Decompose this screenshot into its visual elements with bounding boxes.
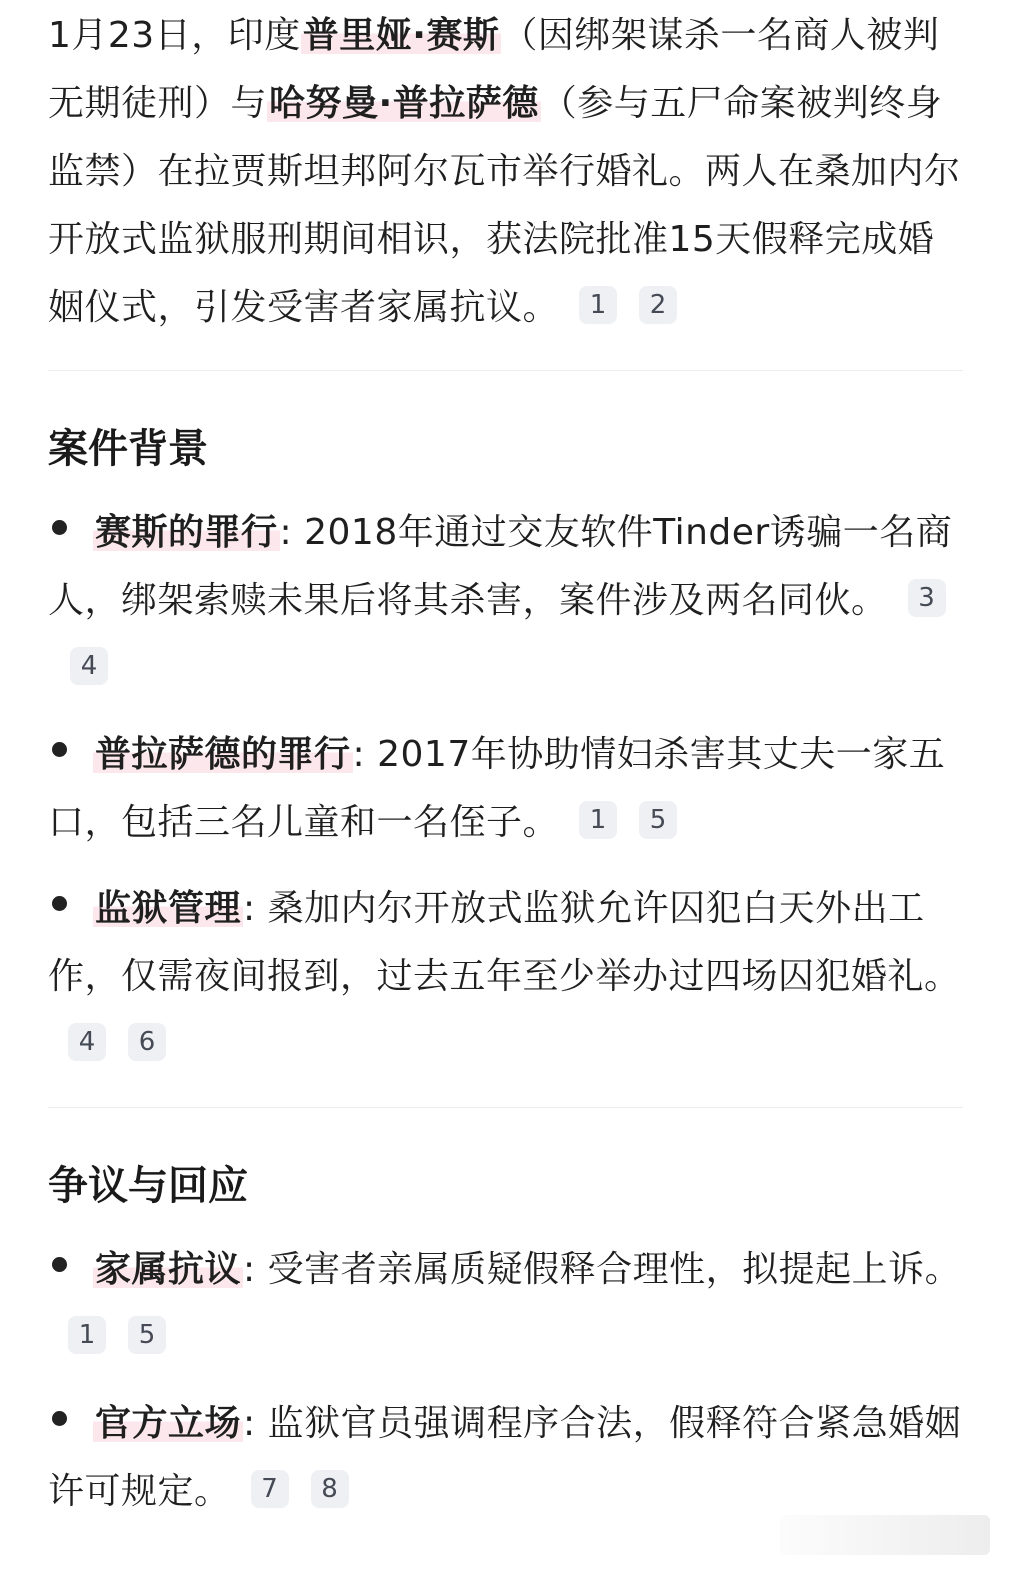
item-colon: : [243,888,256,929]
intro-text-3: （参与五尸命案被判终身监禁）在拉贾斯坦邦阿尔瓦市举行婚礼。两人在桑加内尔开放式监狱服刑期间相识，获法院批准15天假释完成婚姻仪式，引发受害者家属抗议。 [48,83,961,328]
bullet-icon [52,1411,67,1426]
scroll-fade-overlay [780,1515,990,1555]
citation-badge[interactable]: 1 [579,286,617,324]
citation-badge[interactable]: 1 [579,801,617,839]
citation-badge[interactable]: 1 [68,1316,106,1354]
list-item [48,721,963,857]
item-colon: : [243,1403,256,1444]
item-label: 监狱管理 [95,888,242,929]
citation-badge[interactable]: 8 [311,1470,349,1508]
list-item [48,499,963,703]
item-text: 桑加内尔开放式监狱允许囚犯白天外出工作，仅需夜间报到，过去五年至少举办过四场囚犯婚礼。 [48,888,961,997]
bullet-icon [52,1257,67,1272]
item-colon: : [279,512,293,553]
intro-text-1: 1月23日，印度 [48,15,301,56]
citation-badge[interactable]: 4 [70,647,108,685]
bullet-icon [52,742,67,757]
intro-text-2: （因绑架谋杀一名商人被判无期徒刑）与 [48,15,940,124]
section-divider [48,370,963,371]
bullet-icon [52,520,67,535]
article-content [48,0,963,1526]
citation-badge[interactable]: 5 [639,801,677,839]
item-text: 2018年通过交友软件Tinder诱骗一名商人，绑架索赎未果后将其杀害，案件涉及两名同伙。 [48,512,953,621]
citation-badge[interactable]: 4 [68,1023,106,1061]
item-text: 2017年协助情妇杀害其丈夫一家五口，包括三名儿童和一名侄子。 [48,734,946,843]
item-label: 官方立场 [95,1403,242,1444]
section-heading-background: 案件背景 [48,426,208,472]
item-colon: : [352,734,366,775]
item-colon: : [243,1249,256,1290]
item-text: 监狱官员强调程序合法，假释符合紧急婚姻许可规定。 [48,1403,962,1512]
section-divider [48,1107,963,1108]
citation-badge[interactable]: 2 [639,286,677,324]
bullet-icon [52,896,67,911]
intro-paragraph [48,0,963,342]
list-item [48,1236,963,1372]
list-item [48,875,963,1079]
citation-badge[interactable]: 6 [128,1023,166,1061]
item-label: 家属抗议 [95,1249,242,1290]
list-item [48,1390,963,1526]
citation-badge[interactable]: 3 [908,579,946,617]
citation-badge[interactable]: 5 [128,1316,166,1354]
highlight-name-2: 哈努曼·普拉萨德 [269,83,539,124]
section-heading-controversy: 争议与回应 [48,1163,248,1209]
item-label: 普拉萨德的罪行 [95,734,351,775]
item-text: 受害者亲属质疑假释合理性，拟提起上诉。 [255,1249,962,1290]
citation-badge[interactable]: 7 [251,1470,289,1508]
item-label: 赛斯的罪行 [95,512,278,553]
highlight-name-1: 普里娅·赛斯 [302,15,500,56]
